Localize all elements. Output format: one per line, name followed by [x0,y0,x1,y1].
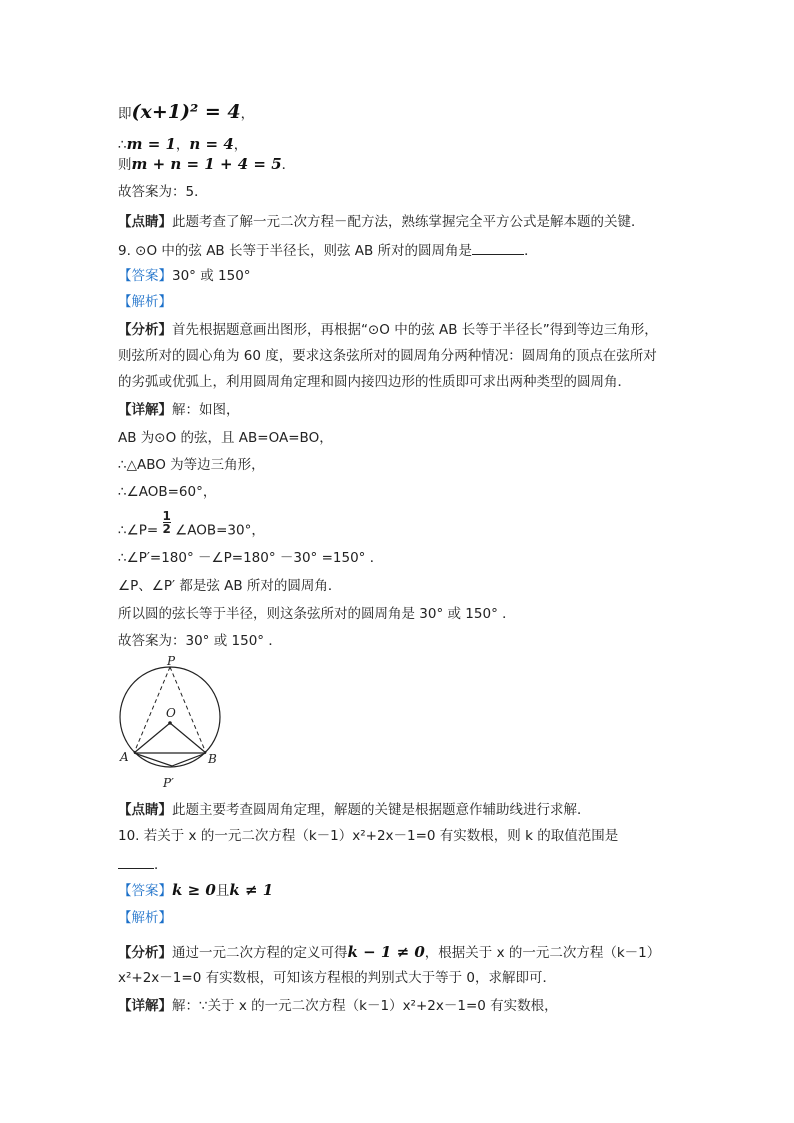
question-10: 10. 若关于 x 的一元二次方程（k－1）x²+2x－1=0 有实数根，则 k 的取值范围是 [118,828,619,844]
dianjing-9 [118,800,591,820]
fraction-numerator: 1 [162,509,171,523]
detail-10-line-1 [118,996,558,1016]
tag-fenxi: 【分析】 [118,322,172,338]
text-suffix: ． [281,157,296,173]
center-point [168,721,172,725]
answer-blank [118,854,154,869]
label-a: A [120,750,129,764]
label-b: B [208,752,217,766]
analysis-10-line-1 [118,942,660,963]
step-2: ∴△ABO 为等边三角形， [118,457,265,473]
fraction-denominator: 2 [162,522,171,536]
detail-line-1 [118,400,240,420]
step-3: ∴∠AOB=60°， [118,484,217,500]
step-1: AB 为⊙O 的弦，且 AB=OA=BO， [118,430,333,446]
math-expression: (x+1)² = 4 [131,101,241,123]
line-m-plus-n [118,154,295,175]
step-4 [118,509,265,543]
math-k-ne-1: k ≠ 1 [229,881,274,899]
tag-jiexi-10: 【解析】 [118,910,172,926]
segment-bp2 [172,753,206,766]
tag-xiangjie: 【详解】 [118,998,172,1014]
analysis-10-pre: 通过一元二次方程的定义可得 [172,945,348,961]
analysis-10-line-2: x²+2x－1=0 有实数根，可知该方程根的判别式大于等于 0，求解即可． [118,970,556,986]
circle-figure [114,653,234,795]
line-eq-square [118,102,254,124]
step-4-pre: ∴∠P= [118,522,159,539]
math-n: n = 4 [189,135,234,153]
step-5: ∴∠P′=180° －∠P=180° －30° =150° ． [118,550,384,566]
question-9-text: 9. ⊙O 中的弦 AB 长等于半径长，则弦 AB 所对的圆周角是 [118,243,473,259]
step-7: 所以圆的弦长等于半径，则这条弦所对的圆周角是 30° 或 150° ． [118,606,516,622]
step-6: ∠P、∠P′ 都是弦 AB 所对的圆周角． [118,578,342,594]
tag-answer: 【答案】 [118,268,172,284]
segment-ao [134,723,170,753]
math-sum: m + n = 1 + 4 = 5 [131,155,282,173]
line-m-n [118,134,247,155]
text-suffix: ， [240,106,255,122]
text-prefix: 则 [118,157,132,173]
tag-jiexi: 【解析】 [118,294,172,310]
text-end: ． [524,243,538,259]
tag-answer: 【答案】 [118,883,172,899]
dianjing-text: 此题主要考查圆周角定理，解题的关键是根据题意作辅助线进行求解． [172,802,591,818]
tag-fenxi: 【分析】 [118,945,172,961]
label-p: P [167,654,176,668]
analysis-line-2: 则弦所对的圆心角为 60 度，要求这条弦所对的圆周角分两种情况：圆周角的顶点在弦所对 [118,348,657,364]
label-p-prime: P′ [163,776,174,790]
line-answer-5: 故答案为：5． [118,184,208,200]
math-k-minus-1: k − 1 ≠ 0 [347,943,425,961]
fraction-one-half [162,510,170,535]
math-m: m = 1 [126,135,176,153]
dashed-line-pa [134,667,170,753]
analysis-line-1 [118,320,658,340]
answer-9 [118,266,251,286]
tag-dianjing: 【点睛】 [118,802,172,818]
question-9 [118,240,538,261]
analysis-text-1: 首先根据题意画出图形，再根据“⊙O 中的弦 AB 长等于半径长”得到等边三角形， [172,322,658,338]
answer-10 [118,880,273,901]
detail-text-1: 解：如图， [172,402,240,418]
answer-9-value: 30° 或 150° [172,268,251,284]
tag-xiangjie: 【详解】 [118,402,172,418]
text-sep: ， [175,137,190,153]
math-k-ge-0: k ≥ 0 [172,881,216,899]
detail-10-text: 解：∵关于 x 的一元二次方程（k－1）x²+2x－1=0 有实数根， [172,998,558,1014]
therefore-symbol: ∴ [118,137,127,153]
tag-dianjing: 【点睛】 [118,214,172,230]
step-8: 故答案为：30° 或 150° ． [118,633,282,649]
text-end: ． [154,857,168,873]
label-o: O [166,706,176,720]
text-prefix: 即 [118,106,132,122]
text-suffix: ， [233,137,248,153]
analysis-10-post: ，根据关于 x 的一元二次方程（k－1） [424,945,661,961]
text-and: 且 [215,883,230,899]
step-4-post: ∠AOB=30°， [175,522,265,539]
analysis-line-3: 的劣弧或优弧上，利用圆周角定理和圆内接四边形的性质即可求出两种类型的圆周角． [118,374,631,390]
dianjing-text: 此题考查了解一元二次方程－配方法，熟练掌握完全平方公式是解本题的关键． [172,214,645,230]
question-10-end [118,854,168,875]
line-dianjing-8 [118,212,645,232]
segment-bo [170,723,206,753]
answer-blank [472,240,524,255]
